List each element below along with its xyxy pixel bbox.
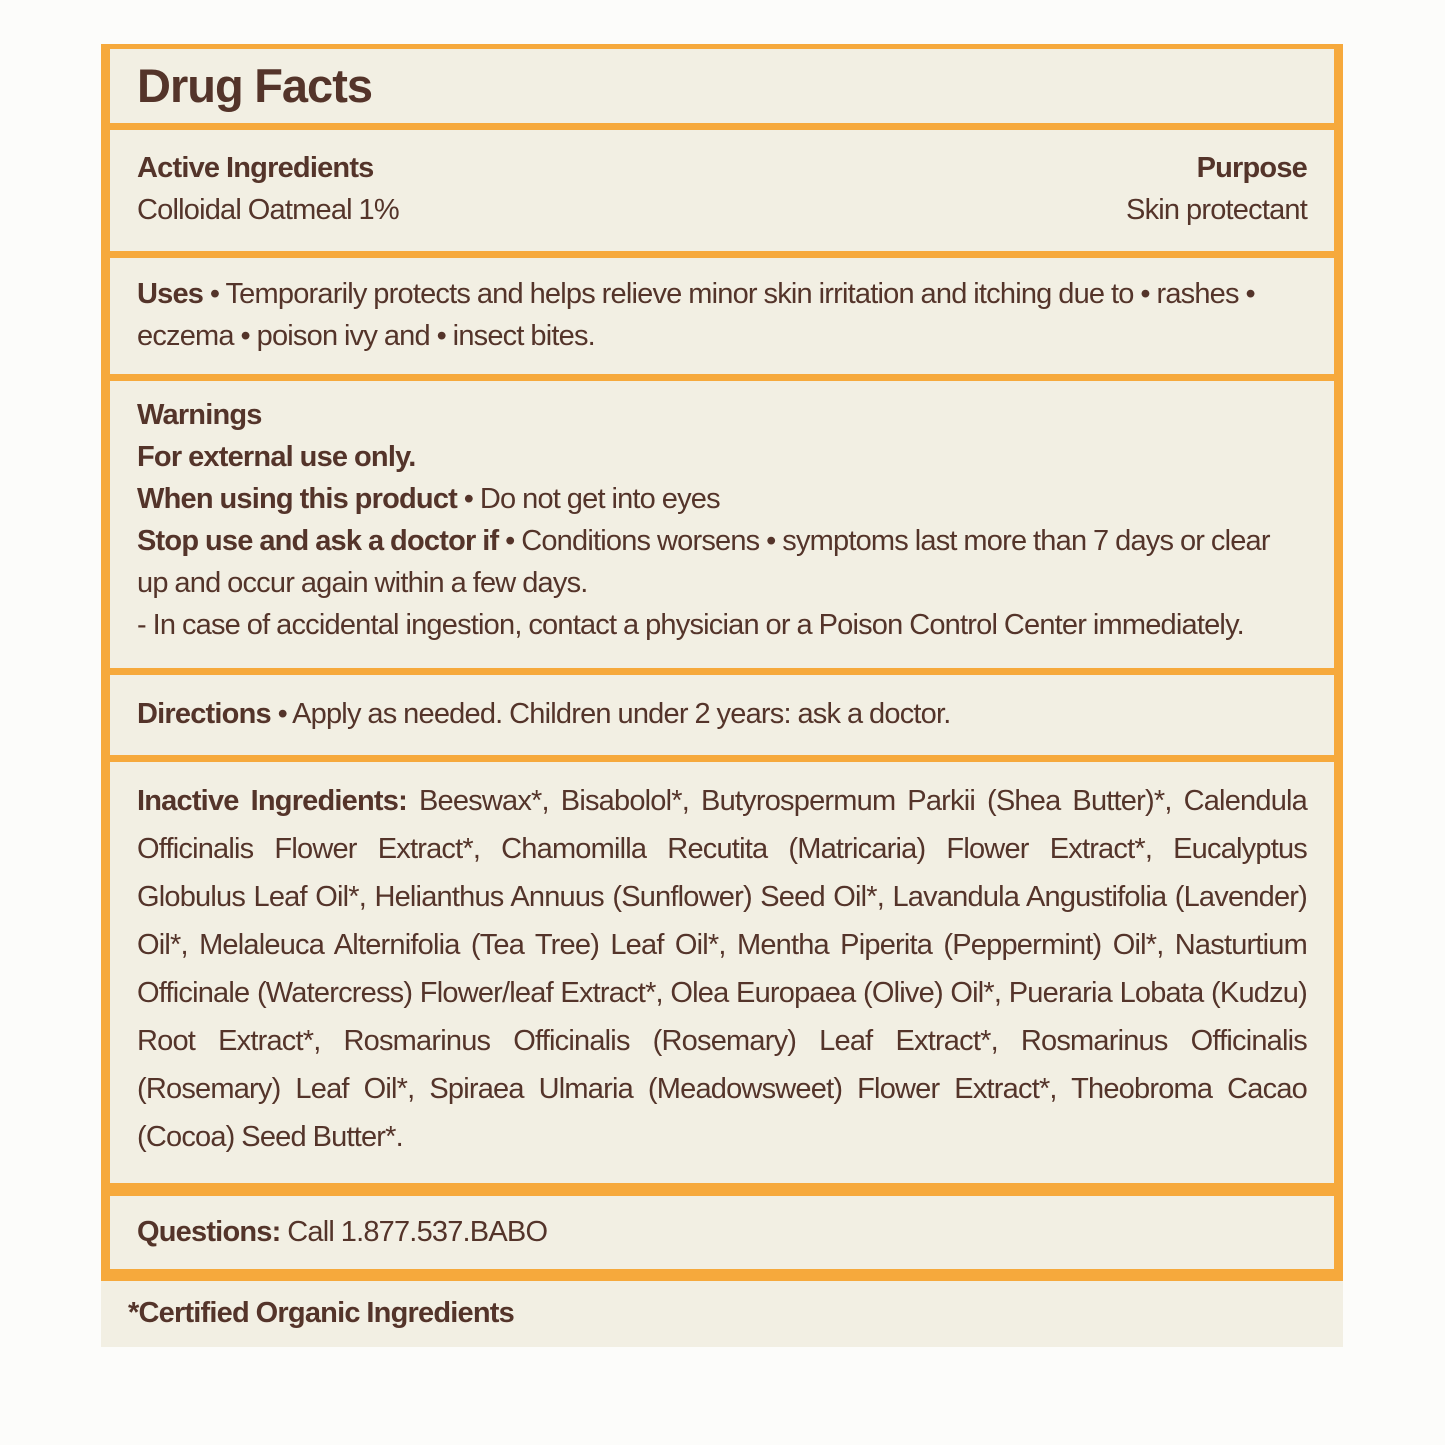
uses-heading: Uses [137,278,204,310]
questions-paragraph [137,1211,1307,1253]
directions-section [110,668,1334,755]
inactive-ingredients-section [110,755,1334,1183]
purpose-column [1126,147,1307,231]
warnings-when-using-text: • Do not get into eyes [457,483,720,515]
active-ingredients-heading: Active Ingredients [137,152,374,184]
inactive-ingredients-text: Beeswax*, Bisabolol*, Butyrospermum Parkii (Shea Butter)*, Calendula Officinalis Flower Extract*, Chamomilla Recutita (Matricaria) Flower Extract*, Eucalyptus Globulus Leaf Oil*, Helianthus Annuus (Sunflower) Seed Oil*, Lavandula Angustifolia (Lavender) Oil*, Melaleuca Alternifolia (Tea Tree) Leaf Oil*, Mentha Piperita (Peppermint) Oil*, Nasturtium Officinale (Watercress) Flower/leaf Extract*, Olea Europaea (Olive) Oil*, Pueraria Lobata (Kudzu) Root Extract*, Rosmarinus Officinalis (Rosemary) Leaf Extract*, Rosmarinus Officinalis (Rosemary) Leaf Oil*, Spiraea Ulmaria (Meadowsweet) Flower Extract*, Theobroma Cacao (Cocoa) Seed Butter*. [137,785,1307,1153]
warnings-when-using [137,478,1307,520]
inactive-ingredients-heading: Inactive Ingredients: [137,785,407,817]
purpose-heading: Purpose [1196,152,1307,184]
warnings-stop-use [137,520,1307,604]
warnings-external-use: For external use only. [137,441,416,473]
warnings-stop-use-text: • Conditions worsens • symptoms last more than 7 days or clear up and occur again within a few days. [137,525,1270,599]
uses-text: • Temporarily protects and helps relieve minor skin irritation and itching due to • rashes • eczema • poison ivy and • insect bites. [137,278,1255,352]
questions-text: Call 1.877.537.BABO [280,1216,548,1248]
active-ingredients-column [137,147,399,231]
uses-section [110,251,1334,374]
active-ingredient-value: Colloidal Oatmeal 1% [137,194,399,226]
drug-facts-title: Drug Facts [137,59,372,112]
warnings-ingestion-note: - In case of accidental ingestion, contact a physician or a Poison Control Center immediately. [137,609,1244,641]
drug-facts-label [101,44,1343,1347]
warnings-stop-use-heading: Stop use and ask a doctor if [137,525,499,557]
inactive-ingredients-paragraph [137,777,1307,1161]
directions-heading: Directions [137,698,271,730]
purpose-value: Skin protectant [1126,194,1307,226]
directions-paragraph [137,693,1307,735]
certified-organic-text: *Certified Organic Ingredients [128,1297,514,1329]
questions-section [110,1183,1334,1269]
warnings-heading: Warnings [137,399,262,431]
warnings-section [110,374,1334,668]
drug-facts-panel [101,44,1343,1281]
questions-heading: Questions: [137,1216,281,1248]
warnings-when-using-heading: When using this product [137,483,458,515]
uses-paragraph [137,273,1307,357]
directions-text: • Apply as needed. Children under 2 years: ask a doctor. [270,698,951,730]
drug-facts-title-section [110,49,1334,123]
certified-organic-note [101,1281,1343,1347]
active-ingredients-section [110,123,1334,251]
